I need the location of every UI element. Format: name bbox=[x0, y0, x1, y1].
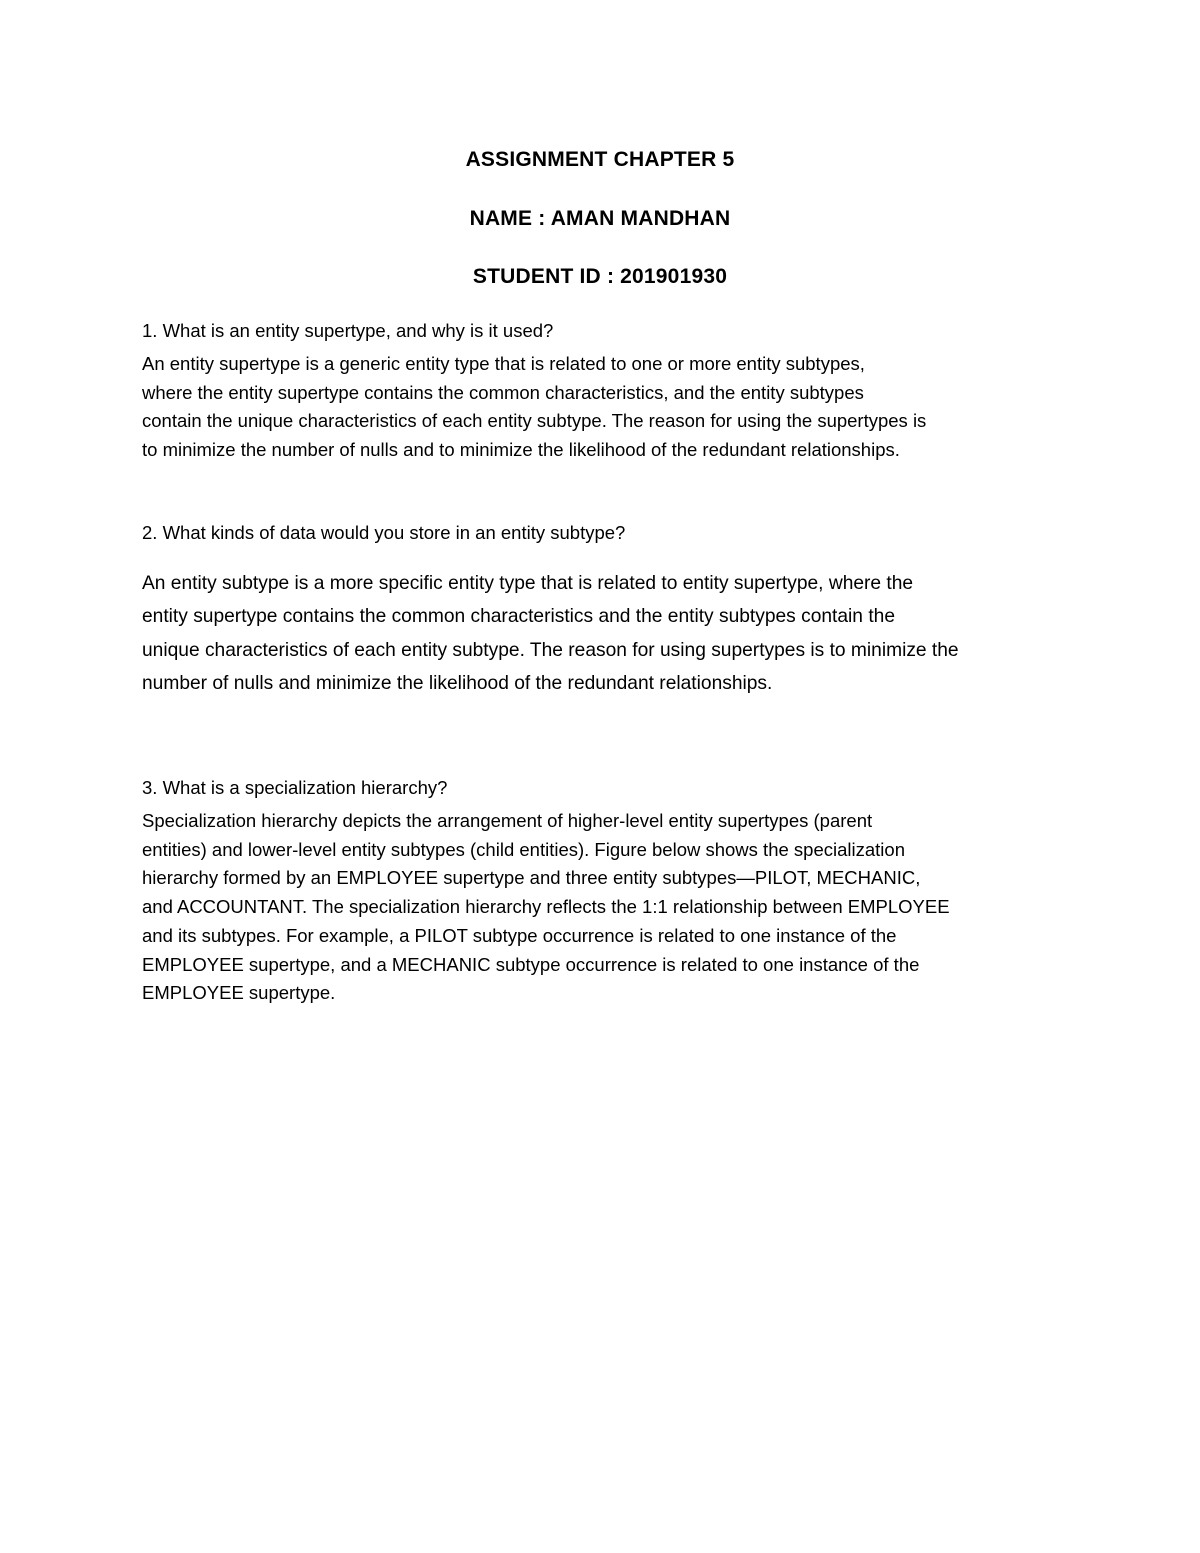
answer-3-line: EMPLOYEE supertype. bbox=[142, 982, 336, 1004]
answer-3-line: EMPLOYEE supertype, and a MECHANIC subtype occurrence is related to one instance of the bbox=[142, 953, 920, 975]
question-3-text: 3. What is a specialization hierarchy? bbox=[142, 777, 448, 798]
question-1-text: 1. What is an entity supertype, and why is it used? bbox=[142, 320, 554, 341]
answer-2-line: unique characteristics of each entity subtype. The reason for using supertypes is to minimize the bbox=[142, 639, 959, 661]
question-2-text: 2. What kinds of data would you store in an entity subtype? bbox=[142, 522, 626, 543]
answer-2-line: An entity subtype is a more specific entity type that is related to entity supertype, where the bbox=[142, 573, 914, 594]
document-title: ASSIGNMENT CHAPTER 5 bbox=[465, 148, 735, 171]
student-name: NAME : AMAN MANDHAN bbox=[469, 207, 731, 230]
answer-3-line: entities) and lower-level entity subtypes (child entities). Figure below shows the specialization bbox=[142, 838, 905, 860]
answer-2-line: entity supertype contains the common characteristics and the entity subtypes contain the bbox=[142, 606, 895, 628]
answer-1-line: where the entity supertype contains the common characteristics, and the entity subtypes bbox=[142, 381, 864, 403]
question-1 bbox=[142, 318, 1072, 344]
answer-1-line: An entity supertype is a generic entity type that is related to one or more entity subtypes, bbox=[142, 353, 865, 374]
answer-3-line: hierarchy formed by an EMPLOYEE supertype and three entity subtypes—PILOT, MECHANIC, bbox=[142, 867, 921, 889]
answer-3-line: and ACCOUNTANT. The specialization hierarchy reflects the 1:1 relationship between EMPLOYEE bbox=[142, 896, 950, 918]
answer-2-line: number of nulls and minimize the likelihood of the redundant relationships. bbox=[142, 672, 773, 694]
answer-2 bbox=[142, 567, 1072, 700]
question-2 bbox=[142, 520, 1072, 546]
answer-3-line: Specialization hierarchy depicts the arrangement of higher-level entity supertypes (parent bbox=[142, 810, 873, 831]
answer-3 bbox=[142, 807, 1072, 1008]
answer-3-line: and its subtypes. For example, a PILOT subtype occurrence is related to one instance of the bbox=[142, 924, 897, 946]
answer-1 bbox=[142, 350, 1072, 465]
answer-1-line: contain the unique characteristics of each entity subtype. The reason for using the supertypes is bbox=[142, 410, 927, 432]
question-3 bbox=[142, 775, 1072, 801]
student-id: STUDENT ID : 201901930 bbox=[472, 265, 728, 288]
answer-1-line: to minimize the number of nulls and to minimize the likelihood of the redundant relationships. bbox=[142, 439, 900, 461]
